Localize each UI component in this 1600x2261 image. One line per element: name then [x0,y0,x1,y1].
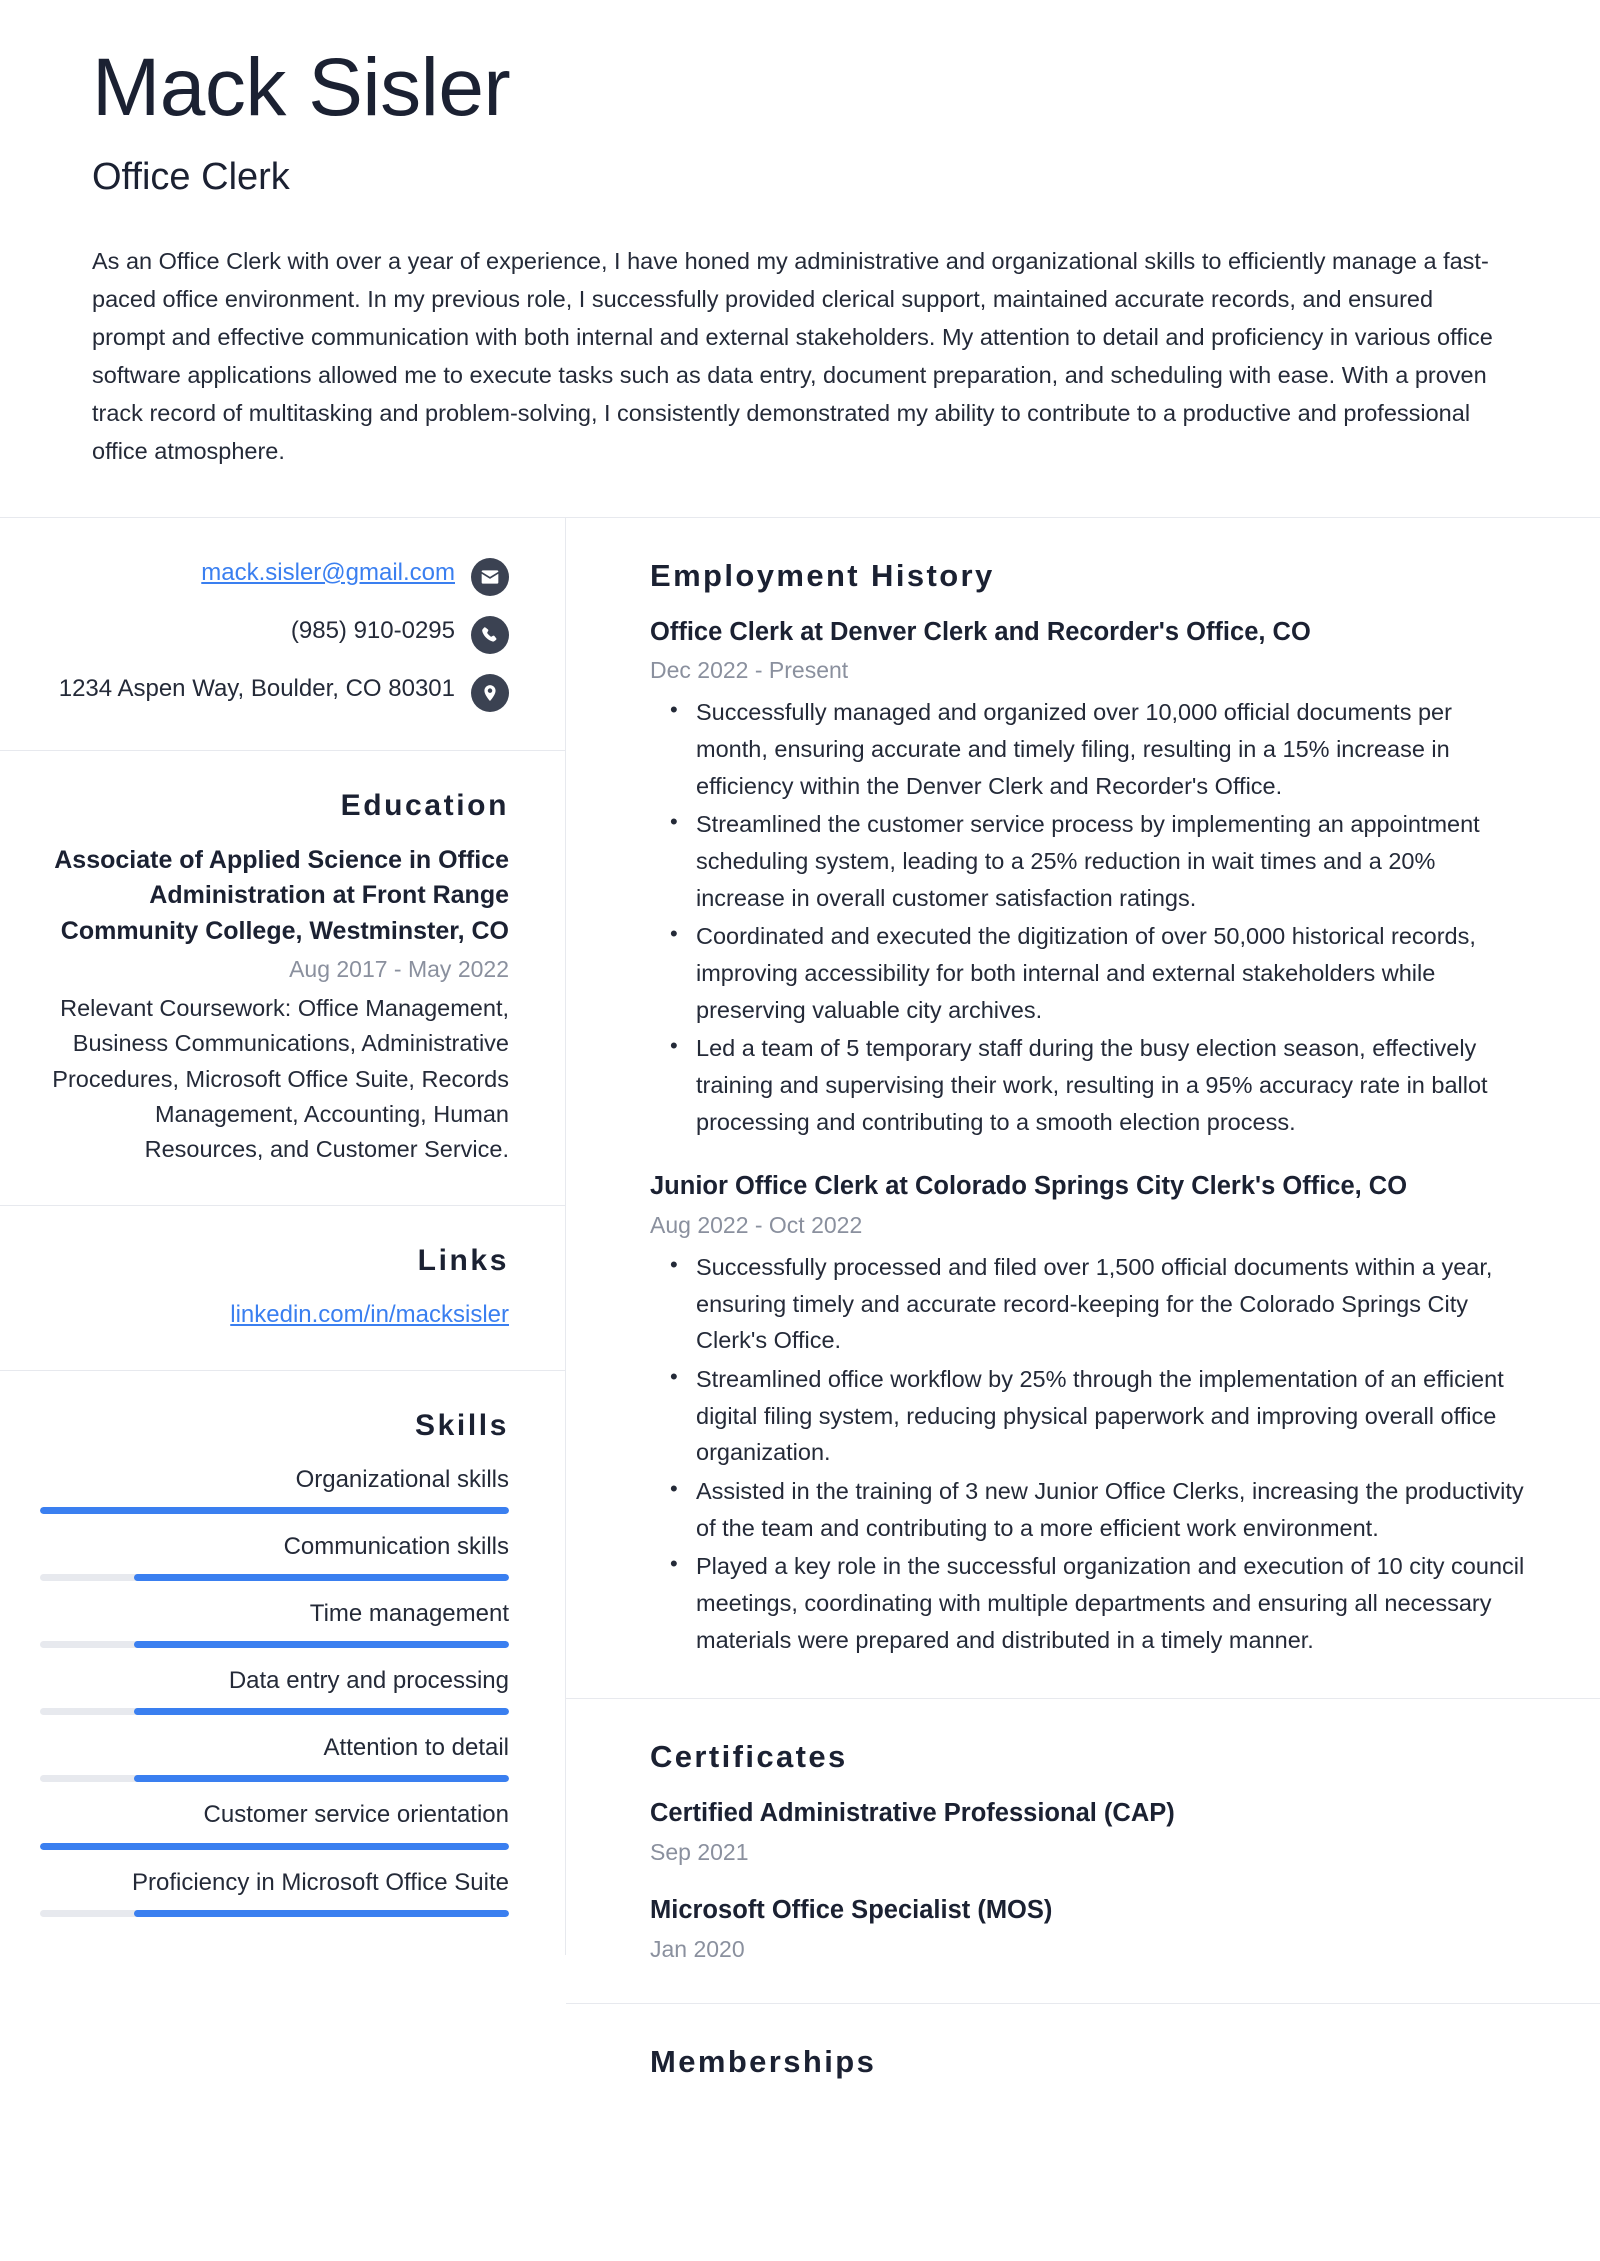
skill-item [40,1731,509,1782]
certificate-entry [650,1797,1528,1868]
skill-label: Data entry and processing [228,1667,509,1695]
certificates-list [650,1797,1528,1965]
job-title: Office Clerk [92,155,290,198]
skill-bar-track [40,1507,509,1514]
list-item: • Coordinated and executed the digitization of over 50,000 historical records, improving accessibility for both internal and external stakeholders while preserving valuable city archives. [696,918,1528,1028]
skill-label: Attention to detail [323,1734,509,1762]
envelope-icon [471,558,509,596]
contact-section [0,518,565,751]
skill-bar-track [40,1843,509,1850]
skill-bar-track [40,1775,509,1782]
skill-bar-fill [134,1910,509,1917]
list-item: • Led a team of 5 temporary staff during the busy election season, effectively training and supervising their work, resulting in a 95% accuracy rate in ballot processing and contributing to a smooth election process. [696,1030,1528,1140]
phone-text: (985) 910-0295 [290,616,455,644]
contact-row-phone [40,614,509,654]
skill-bar-fill [134,1775,509,1782]
contact-row-address [40,672,509,712]
address-text: 1234 Aspen Way, Boulder, CO 80301 [58,674,455,702]
education-section [0,751,565,1207]
main-column [566,518,1600,2140]
skill-bar-track [40,1910,509,1917]
links-section [0,1206,565,1371]
skill-bar-track [40,1708,509,1715]
employment-entry [650,616,1528,1141]
list-item: • Played a key role in the successful organization and execution of 10 city council meetings, coordinating with multiple departments and ensuring all necessary materials were prepared and distributed in a timely manner. [696,1548,1528,1658]
skill-item [40,1664,509,1715]
certificates-section [566,1699,1600,2004]
employment-entry-dates: Aug 2022 - Oct 2022 [650,1211,863,1238]
certificate-date: Sep 2021 [650,1838,749,1865]
skill-item [40,1530,509,1581]
memberships-section [566,2004,1600,2140]
professional-summary: As an Office Clerk with over a year of experience, I have honed my administrative and organizational skills to efficiently manage a fast-paced office environment. In my previous role, I successfully provided clerical support, maintained accurate records, and ensured prompt and effective communication with both internal and external stakeholders. My attention to detail and proficiency in various office software applications allowed me to execute tasks such as data entry, document preparation, and scheduling with ease. With a proven track record of multitasking and problem-solving, I consistently demonstrated my ability to contribute to a productive and professional office atmosphere. [92,248,1493,465]
resume-header [0,0,1600,471]
employment-entry [650,1170,1528,1658]
employment-bullets [650,694,1528,1140]
skills-list [40,1463,509,1917]
memberships-heading: Memberships [650,2043,877,2079]
map-pin-icon [471,674,509,712]
certificates-heading: Certificates [650,1739,848,1775]
employment-entry-title: Junior Office Clerk at Colorado Springs City Clerk's Office, CO [650,1172,1408,1201]
skill-label: Communication skills [283,1533,509,1561]
skill-item [40,1597,509,1648]
list-item: • Successfully processed and filed over 1,500 official documents within a year, ensuring timely and accurate record-keeping for the Colorado Springs City Clerk's Office. [696,1249,1528,1359]
jobs-list [650,616,1528,1659]
skill-label: Customer service orientation [203,1801,509,1829]
linkedin-link[interactable]: linkedin.com/in/macksisler [230,1301,509,1329]
email-text [201,556,455,590]
contact-row-email[interactable] [40,556,509,596]
skill-bar-fill [134,1641,509,1648]
skill-bar-track [40,1574,509,1581]
page-title: Mack Sisler [92,42,511,133]
employment-heading: Employment History [650,557,995,593]
certificate-date: Jan 2020 [650,1935,745,1962]
employment-entry-title: Office Clerk at Denver Clerk and Recorder's Office, CO [650,617,1311,646]
list-item: • Successfully managed and organized over 10,000 official documents per month, ensuring accurate and timely filing, resulting in a 15% increase in efficiency within the Denver Clerk and Recorder's Office. [696,694,1528,804]
sidebar [0,518,566,1955]
email-link[interactable]: mack.sisler@gmail.com [201,558,455,586]
skill-bar-fill [40,1507,509,1514]
skill-label: Time management [309,1600,509,1628]
skill-item [40,1798,509,1849]
list-item: • Assisted in the training of 3 new Junior Office Clerks, increasing the productivity of the team and contributing to a more efficient work environment. [696,1473,1528,1546]
education-heading: Education [340,788,509,822]
resume-body [0,518,1600,2140]
education-degree: Associate of Applied Science in Office Administration at Front Range Community College, Westminster, CO [54,845,509,945]
employment-entry-dates: Dec 2022 - Present [650,657,849,684]
skill-label: Proficiency in Microsoft Office Suite [131,1868,509,1896]
links-heading: Links [417,1244,509,1278]
skill-item [40,1866,509,1917]
certificate-title: Certified Administrative Professional (CAP) [650,1799,1175,1828]
skill-bar-track [40,1641,509,1648]
education-description: Relevant Coursework: Office Management, Business Communications, Administrative Procedures, Microsoft Office Suite, Records Management, Accounting, Human Resources, and Customer Service. [52,995,509,1163]
list-item[interactable] [40,1298,509,1332]
skill-bar-fill [134,1574,509,1581]
education-dates: Aug 2017 - May 2022 [289,956,509,983]
list-item: • Streamlined office workflow by 25% through the implementation of an efficient digital filing system, reducing physical paperwork and improving overall office organization. [696,1361,1528,1471]
list-item: • Streamlined the customer service process by implementing an appointment scheduling system, leading to a 25% reduction in wait times and a 20% increase in overall customer satisfaction ratings. [696,806,1528,916]
skills-heading: Skills [415,1409,509,1443]
skill-bar-fill [134,1708,509,1715]
employment-bullets [650,1249,1528,1658]
skill-bar-fill [40,1843,509,1850]
skills-section [0,1371,565,1955]
employment-section [566,518,1600,1700]
certificate-entry [650,1894,1528,1965]
skill-item [40,1463,509,1514]
certificate-title: Microsoft Office Specialist (MOS) [650,1896,1053,1925]
phone-icon [471,616,509,654]
skill-label: Organizational skills [295,1466,509,1494]
